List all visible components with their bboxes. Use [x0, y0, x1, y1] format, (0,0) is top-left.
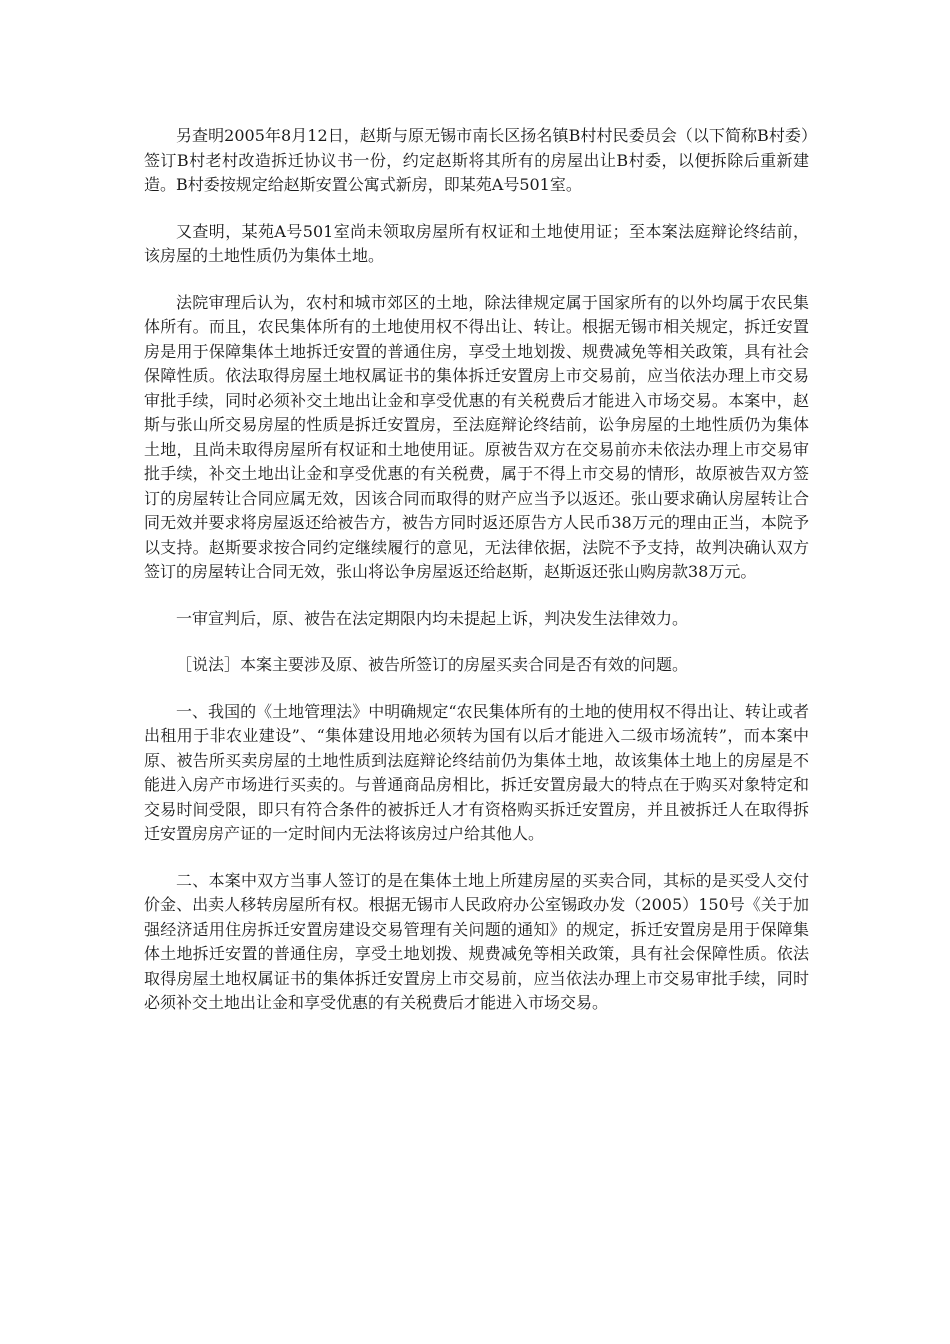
paragraph-court-opinion: 法院审理后认为，农村和城市郊区的土地，除法律规定属于国家所有的以外均属于农民集体所有。而且，农民集体所有的土地使用权不得出让、转让。根据无锡市相关规定，拆迁安置房是用于保障集体土地拆迁安置的普通住房，享受土地划拨、规费减免等相关政策，具有社会保障性质。依法取得房屋土地权属证书的集体拆迁安置房上市交易前，应当依法办理上市交易审批手续，同时必须补交土地出让金和享受优惠的有关税费后才能进入市场交易。本案中，赵斯与张山所交易房屋的性质是拆迁安置房，至法庭辩论终结前，讼争房屋的土地性质仍为集体土地，且尚未取得房屋所有权证和土地使用证。原被告双方在交易前亦未依法办理上市交易审批手续，补交土地出让金和享受优惠的有关税费，属于不得上市交易的情形，故原被告双方签订的房屋转让合同应属无效，因该合同而取得的财产应当予以返还。张山要求确认房屋转让合同无效并要求将房屋返还给被告方，被告方同时返还原告方人民币38万元的理由正当，本院予以支持。赵斯要求按合同约定继续履行的意见，无法律依据，法院不予支持，故判决确认双方签订的房屋转让合同无效，张山将讼争房屋返还给赵斯，赵斯返还张山购房款38万元。 — [144, 292, 809, 581]
document-body — [144, 124, 809, 1038]
paragraph-judgment-effective: 一审宣判后，原、被告在法定期限内均未提起上诉，判决发生法律效力。 — [176, 608, 689, 628]
paragraph-further-finding-land: 又查明，某苑A号501室尚未领取房屋所有权证和土地使用证；至本案法庭辩论终结前，该房屋的土地性质仍为集体土地。 — [144, 221, 809, 265]
paragraph-commentary-intro: ［说法］本案主要涉及原、被告所签订的房屋买卖合同是否有效的问题。 — [176, 655, 689, 674]
paragraph-commentary-point-one: 一、我国的《土地管理法》中明确规定“农民集体所有的土地的使用权不得出让、转让或者出租用于非农业建设”、“集体建设用地必须转为国有以后才能进入二级市场流转”，而本案中原、被告所买卖房屋的土地性质到法庭辩论终结前仍为集体土地，故该集体土地上的房屋是不能进入房产市场进行买卖的。与普通商品房相比，拆迁安置房最大的特点在于购买对象特定和交易时间受限，即只有符合条件的被拆迁人才有资格购买拆迁安置房，并且被拆迁人在取得拆迁安置房房产证的一定时间内无法将该房过户给其他人。 — [144, 701, 809, 843]
paragraph-further-finding-agreement: 另查明2005年8月12日，赵斯与原无锡市南长区扬名镇B村村民委员会（以下简称B村委）签订B村老村改造拆迁协议书一份，约定赵斯将其所有的房屋出让B村委，以便拆除后重新建造。B村委按规定给赵斯安置公寓式新房，即某苑A号501室。 — [144, 126, 809, 194]
paragraph-commentary-point-two: 二、本案中双方当事人签订的是在集体土地上所建房屋的买卖合同，其标的是买受人交付价金、出卖人移转房屋所有权。根据无锡市人民政府办公室锡政办发（2005）150号《关于加强经济适用住房拆迁安置房建设交易管理有关问题的通知》的规定，拆迁安置房是用于保障集体土地拆迁安置的普通住房，享受土地划拨、规费减免等相关政策，具有社会保障性质。依法取得房屋土地权属证书的集体拆迁安置房上市交易前，应当依法办理上市交易审批手续，同时必须补交土地出让金和享受优惠的有关税费后才能进入市场交易。 — [144, 870, 809, 1012]
